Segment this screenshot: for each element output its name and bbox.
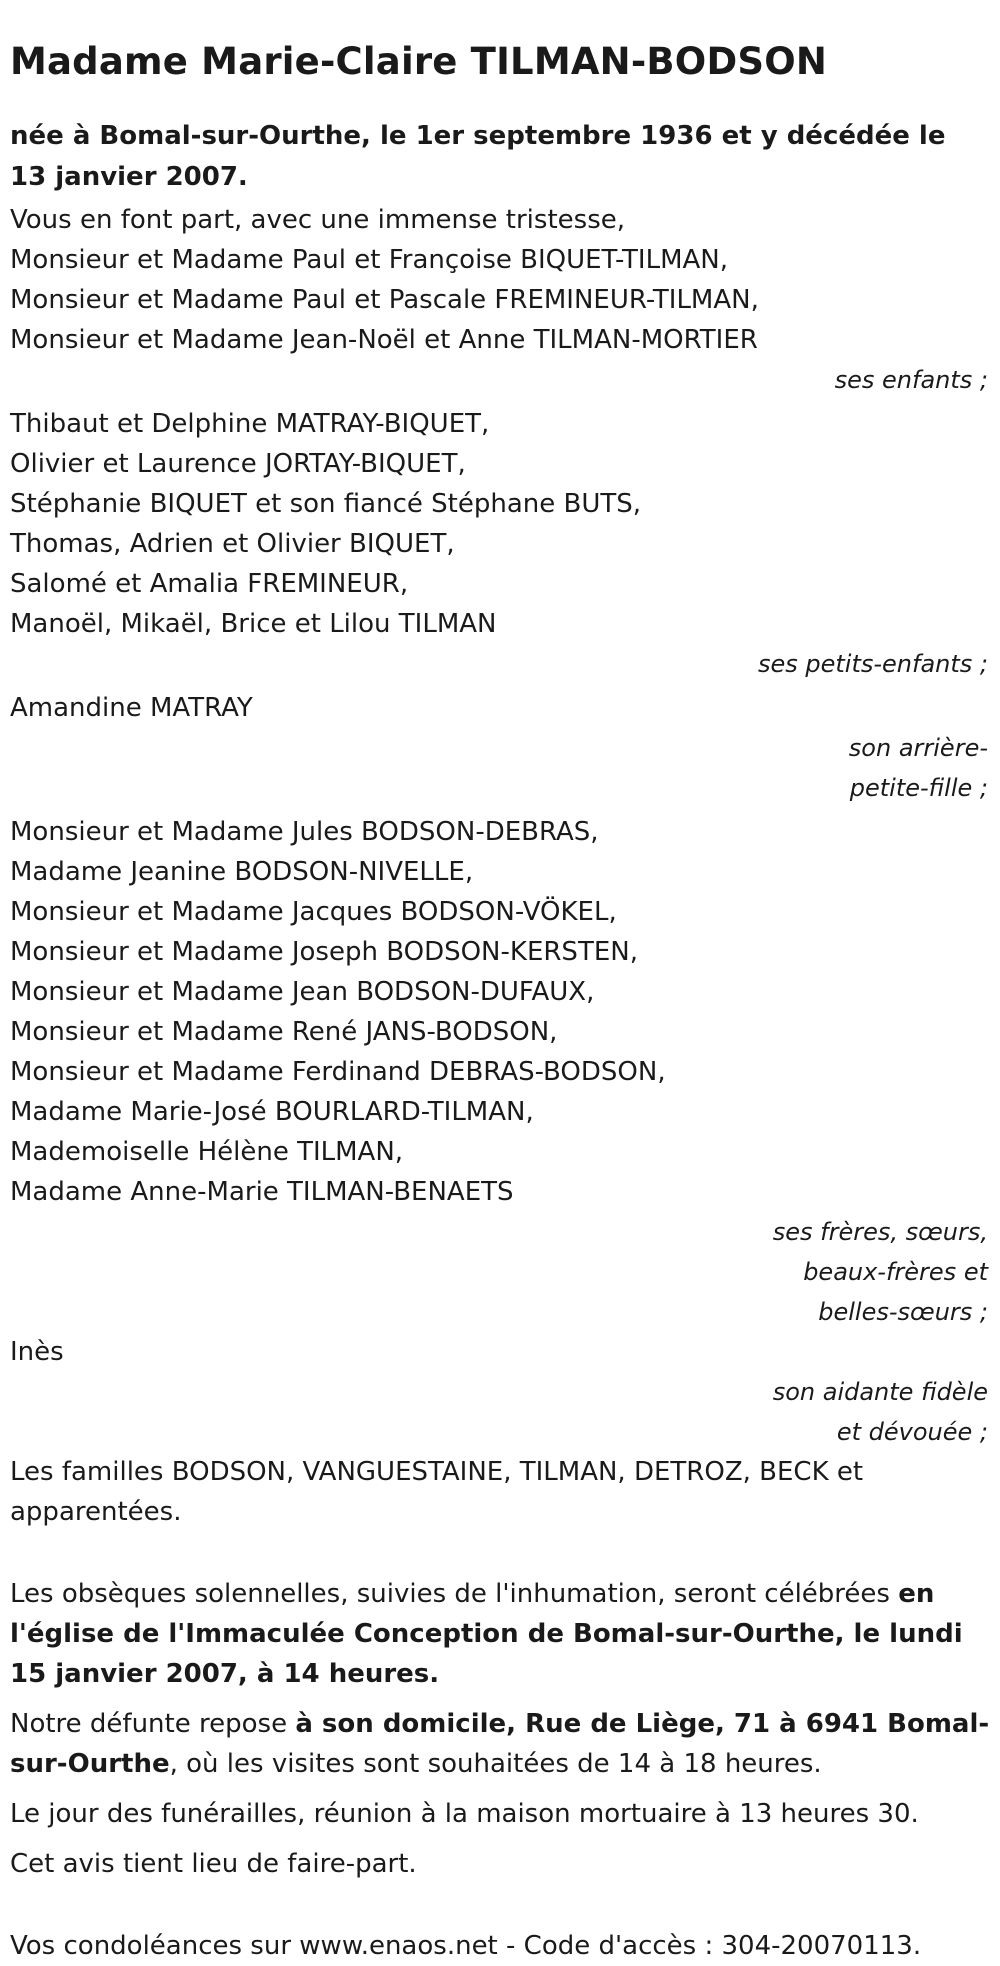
repose-suffix: , où les visites sont souhaitées de 14 à 18 heures. — [169, 1749, 822, 1779]
list-item: Thibaut et Delphine MATRAY-BIQUET, — [10, 409, 490, 439]
page-title: Madame Marie-Claire TILMAN-BODSON — [10, 40, 828, 83]
relation-label: petite-fille ; — [849, 774, 988, 802]
repose-prefix: Notre défunte repose — [10, 1709, 296, 1739]
condolences-text: Vos condoléances sur www.enaos.net - Code d'accès : 304-20070113. — [10, 1931, 922, 1961]
list-item: Salomé et Amalia FREMINEUR, — [10, 569, 409, 599]
list-item: Manoël, Mikaël, Brice et Lilou TILMAN — [10, 609, 497, 639]
funeral-prefix: Les obsèques solennelles, suivies de l'inhumation, seront célébrées — [10, 1579, 899, 1609]
siblings-section — [10, 812, 990, 1332]
list-item: Monsieur et Madame Ferdinand DEBRAS-BODSON, — [10, 1057, 666, 1087]
list-item: Madame Jeanine BODSON-NIVELLE, — [10, 857, 474, 887]
great-grandchild-section — [10, 688, 990, 808]
birth-death-info: née à Bomal-sur-Ourthe, le 1er septembre 1936 et y décédée le 13 janvier 2007. — [10, 121, 946, 192]
notice-text: Cet avis tient lieu de faire-part. — [10, 1849, 417, 1879]
list-item: Madame Marie-José BOURLARD-TILMAN, — [10, 1097, 534, 1127]
relation-label: son aidante fidèle — [772, 1378, 988, 1406]
relation-label: son arrière- — [848, 734, 988, 762]
relation-label: ses enfants ; — [834, 366, 988, 394]
list-item: Monsieur et Madame Paul et Pascale FREMINEUR-TILMAN, — [10, 285, 759, 315]
relation-label: et dévouée ; — [836, 1418, 988, 1446]
list-item: Mademoiselle Hélène TILMAN, — [10, 1137, 404, 1167]
funeral-info — [10, 1574, 990, 1694]
repose-info — [10, 1704, 990, 1784]
meeting-info: Le jour des funérailles, réunion à la maison mortuaire à 13 heures 30. — [10, 1799, 919, 1829]
children-section — [10, 240, 990, 400]
list-item: Monsieur et Madame Jacques BODSON-VÖKEL, — [10, 897, 617, 927]
families-text: Les familles BODSON, VANGUESTAINE, TILMAN, DETROZ, BECK et apparentées. — [10, 1457, 864, 1527]
list-item: Madame Anne-Marie TILMAN-BENAETS — [10, 1177, 514, 1207]
relation-label: ses petits-enfants ; — [757, 650, 988, 678]
list-item: Thomas, Adrien et Olivier BIQUET, — [10, 529, 455, 559]
intro-line: Vous en font part, avec une immense tristesse, — [10, 205, 625, 235]
list-item: Monsieur et Madame Paul et Françoise BIQUET-TILMAN, — [10, 245, 729, 275]
grandchildren-section — [10, 404, 990, 684]
list-item: Amandine MATRAY — [10, 693, 253, 723]
relation-label: belles-sœurs ; — [818, 1298, 988, 1326]
list-item: Olivier et Laurence JORTAY-BIQUET, — [10, 449, 466, 479]
relation-label: beaux-frères et — [803, 1258, 988, 1286]
repose-address: à son domicile, Rue de Liège, 71 à 6941 Bomal-sur-Ourthe — [10, 1709, 990, 1779]
caregiver-section — [10, 1332, 990, 1452]
list-item: Monsieur et Madame Joseph BODSON-KERSTEN, — [10, 937, 638, 967]
list-item: Monsieur et Madame Jean BODSON-DUFAUX, — [10, 977, 595, 1007]
list-item: Monsieur et Madame René JANS-BODSON, — [10, 1017, 558, 1047]
list-item: Monsieur et Madame Jules BODSON-DEBRAS, — [10, 817, 599, 847]
funeral-location: en l'église de l'Immaculée Conception de Bomal-sur-Ourthe, le lundi 15 janvier 2007, à 14 heures. — [10, 1579, 963, 1689]
list-item: Inès — [10, 1337, 64, 1367]
relation-label: ses frères, sœurs, — [772, 1218, 988, 1246]
intro-text — [10, 200, 990, 240]
list-item: Stéphanie BIQUET et son fiancé Stéphane BUTS, — [10, 489, 642, 519]
list-item: Monsieur et Madame Jean-Noël et Anne TILMAN-MORTIER — [10, 325, 758, 355]
